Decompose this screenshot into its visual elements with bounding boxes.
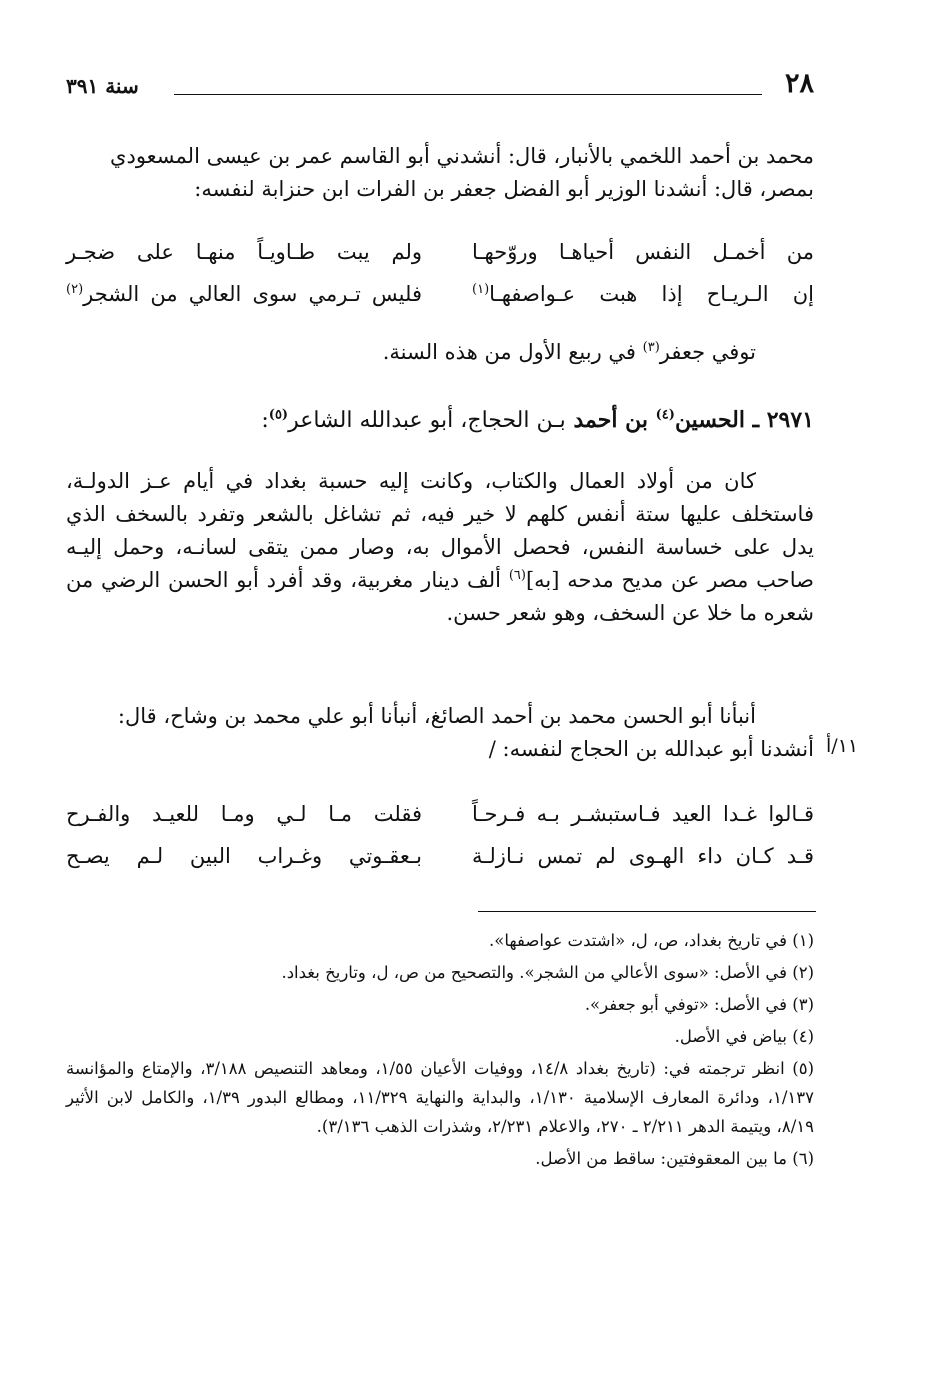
verse-first-hemistich: من أخمـل النفس أحياهـا وروّحهـا (472, 240, 814, 264)
footnote-divider (478, 911, 816, 912)
poem-1 (66, 240, 814, 324)
footnote: (٦) ما بين المعقوفتين: ساقط من الأصل. (535, 1149, 814, 1168)
intro-paragraph (66, 140, 814, 206)
footnote: (٢) في الأصل: «سوى الأعالي من الشجر». والتصحيح من ص، ل، وتاريخ بغداد. (281, 963, 814, 982)
footnote-mark: (١) (472, 282, 490, 297)
verse-second-hemistich: بـعقـوتي وغـراب البين لـم يصـح (66, 844, 422, 868)
death-note: توفي جعفر$^{(٣)}$ في ربيع الأول من هذه السنة. (382, 340, 756, 364)
verse-second-hemistich: ولم يبت طـاويـاً منهـا على ضجـر (66, 240, 422, 264)
year-label: سنة ٣٩١ (66, 74, 139, 98)
verse-line (66, 240, 814, 282)
verse-first-hemistich: قـد كـان داء الهـوى لم تمس نـازلـة (472, 844, 814, 868)
footnote: (١) في تاريخ بغداد، ص، ل، «اشتدت عواصفها». (489, 931, 814, 950)
running-header (66, 68, 814, 104)
footnote-mark: (٥) (268, 407, 289, 423)
footnote-mark: (٣) (642, 340, 660, 355)
poem-2 (66, 802, 814, 886)
page-number: ٢٨ (784, 68, 814, 99)
footnote-mark: (٦) (508, 568, 526, 583)
verse-second-hemistich: فقلت مـا لـي ومـا للعيـد والفـرح (66, 802, 422, 826)
entry-number: ٢٩٧١ (766, 407, 814, 433)
verse-line (66, 802, 814, 844)
biography-paragraph: كان من أولاد العمال والكتاب، وكانت إليه حسبة بغداد في أيام عـز الدولـة، فاستخلف عليها ستة أنفس كلهم لا خير فيه، ثم تشاغل بالشعر وتفرد بالسخف الذي يدل على خساسة النفس، فحصل الأموال به، وصار ممن يتقى لسانـه، وحمل إليـه صاحب مصر عن مديح مدحه [به]$^{(٦)}$ ألف دينار مغربية، وقد أفرد أبو الحسن الرضي من شعره ما خلا عن السخف، وهو شعر حسن. (66, 469, 814, 625)
chain-line: أنشدنا أبو عبدالله بن الحجاج لنفسه: / (488, 737, 814, 761)
intro-line: بمصر، قال: أنشدنا الوزير أبو الفضل جعفر بن الفرات ابن حنزابة لنفسه: (194, 177, 814, 201)
entry-name: الحسين (674, 407, 745, 433)
manuscript-folio-note: ١١/أ (826, 735, 859, 757)
verse-line (66, 282, 814, 324)
chain-line: أنبأنا أبو الحسن محمد بن أحمد الصائغ، أنبأنا أبو علي محمد بن وشاح، قال: (117, 704, 756, 728)
intro-line: محمد بن أحمد اللخمي بالأنبار، قال: أنشدني أبو القاسم عمر بن عيسى المسعودي (110, 144, 814, 168)
footnote: (٣) في الأصل: «توفي أبو جعفر». (584, 995, 814, 1014)
verse-first-hemistich: إن الـريـاح إذا هبت عـواصفهـا$^{(١)}$ (472, 282, 814, 306)
verse-line (66, 844, 814, 886)
biography-heading: ٢٩٧١ ـ الحسين$^{(٤)}$ بن أحمد بـن الحجاج، أبو عبدالله الشاعر$^{(٥)}$: (261, 407, 814, 433)
chain-of-transmission (66, 700, 814, 766)
verse-first-hemistich: قـالوا غـدا العيد فـاستبشـر بـه فـرحـاً (472, 802, 814, 826)
footnote-mark: (٤) (655, 407, 675, 423)
header-rule (174, 94, 762, 95)
footnote: (٤) بياض في الأصل. (674, 1027, 814, 1046)
verse-second-hemistich: فليس تـرمي سوى العالي من الشجر$^{(٢)}$ (66, 282, 422, 306)
footnote: (٥) انظر ترجمته في: (تاريخ بغداد ١٤/٨، ووفيات الأعيان ١/٥٥، ومعاهد التنصيص ٣/١٨٨، والإمتاع والمؤانسة ١/١٣٧، ودائرة المعارف الإسلامية ١/١٣٠، والبداية والنهاية ١١/٣٢٩، ومطالع البدور ١/٣٩، والكامل لابن الأثير ٨/١٩، ويتيمة الدهر ٢/٢١١ ـ ٢٧٠، والاعلام ٢/٢٣١، وشذرات الذهب ٣/١٣٦). (66, 1059, 814, 1136)
footnote-mark: (٢) (66, 282, 84, 297)
footnotes (66, 926, 814, 1176)
